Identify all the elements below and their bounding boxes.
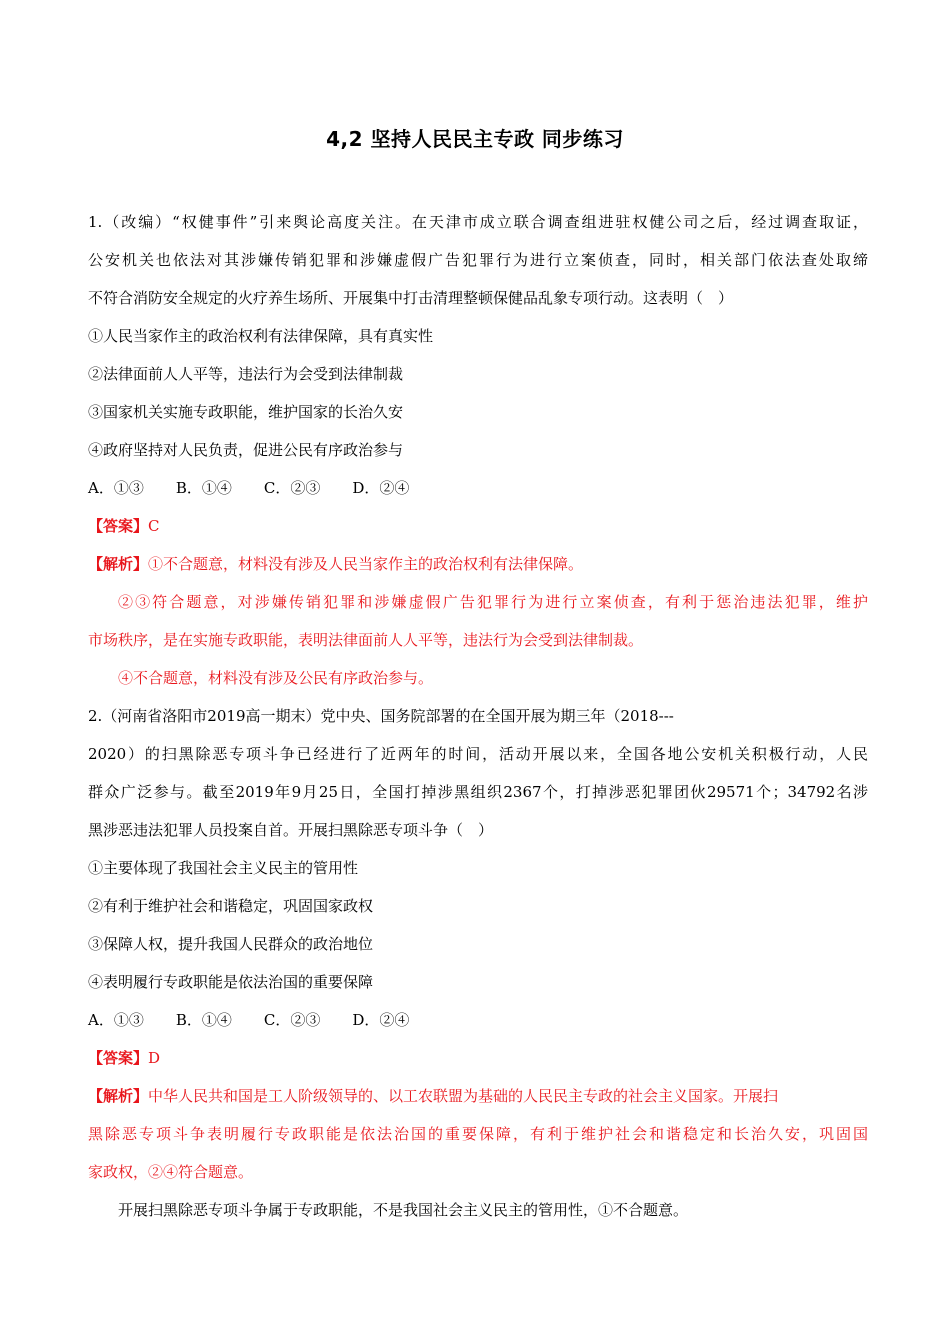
- statement-item: ②法律面前人人平等，违法行为会受到法律制裁: [88, 365, 404, 383]
- option-d: D．②④: [352, 1011, 410, 1029]
- statement-item: ②有利于维护社会和谐稳定，巩固国家政权: [88, 897, 374, 915]
- statement-item: ④表明履行专政职能是依法治国的重要保障: [88, 973, 374, 991]
- answer-line: [88, 1039, 868, 1077]
- analysis-tag: 【解析】: [88, 1087, 149, 1105]
- analysis-note: 开展扫黑除恶专项斗争属于专政职能，不是我国社会主义民主的管用性，①不合题意。: [118, 1201, 689, 1219]
- question-stem-line: 2020）的扫黑除恶专项斗争已经进行了近两年的时间，活动开展以来，全国各地公安机关积极行动，人民: [88, 745, 868, 763]
- analysis-text: ④不合题意，材料没有涉及公民有序政治参与。: [118, 669, 434, 687]
- document-body: [88, 203, 868, 1229]
- question-stem-line: 1.（改编）“权健事件”引来舆论高度关注。在天津市成立联合调查组进驻权健公司之后，经过调查取证，: [88, 213, 868, 231]
- question-2: [88, 697, 868, 1229]
- statement-item: ④政府坚持对人民负责，促进公民有序政治参与: [88, 441, 404, 459]
- statement-item: ③国家机关实施专政职能，维护国家的长治久安: [88, 403, 404, 421]
- statement-item: ①主要体现了我国社会主义民主的管用性: [88, 859, 359, 877]
- question-stem-line: 不符合消防安全规定的火疗养生场所、开展集中打击清理整顿保健品乱象专项行动。这表明（ ）: [88, 289, 734, 307]
- answer-line: [88, 507, 868, 545]
- analysis-text: 中华人民共和国是工人阶级领导的、以工农联盟为基础的人民民主专政的社会主义国家。开展扫: [148, 1087, 779, 1105]
- option-a: A．①③: [88, 1011, 144, 1029]
- analysis-text: 市场秩序，是在实施专政职能，表明法律面前人人平等，违法行为会受到法律制裁。: [88, 631, 644, 649]
- analysis-text: ②③符合题意，对涉嫌传销犯罪和涉嫌虚假广告犯罪行为进行立案侦查，有利于惩治违法犯罪，维护: [118, 593, 868, 611]
- answer-value: C: [148, 517, 160, 535]
- option-c: C．②③: [263, 479, 321, 497]
- option-c: C．②③: [263, 1011, 321, 1029]
- analysis-line: [88, 545, 868, 583]
- analysis-tag: 【解析】: [88, 555, 149, 573]
- question-1: [88, 203, 868, 697]
- option-d: D．②④: [352, 479, 410, 497]
- analysis-text: ①不合题意，材料没有涉及人民当家作主的政治权利有法律保障。: [148, 555, 584, 573]
- option-b: B．①④: [175, 1011, 232, 1029]
- analysis-text: 黑除恶专项斗争表明履行专政职能是依法治国的重要保障，有利于维护社会和谐稳定和长治久安，巩固国: [88, 1125, 868, 1143]
- question-stem-line: 2.（河南省洛阳市2019高一期末）党中央、国务院部署的在全国开展为期三年（2018---: [88, 707, 674, 725]
- option-a: A．①③: [88, 479, 144, 497]
- analysis-text: 家政权，②④符合题意。: [88, 1163, 254, 1181]
- answer-tag: 【答案】: [88, 1049, 149, 1067]
- option-b: B．①④: [175, 479, 232, 497]
- answer-value: D: [148, 1049, 161, 1067]
- question-stem-line: 黑涉恶违法犯罪人员投案自首。开展扫黑除恶专项斗争（ ）: [88, 821, 494, 839]
- analysis-line: [88, 1077, 868, 1115]
- statement-item: ①人民当家作主的政治权利有法律保障，具有真实性: [88, 327, 434, 345]
- statement-item: ③保障人权，提升我国人民群众的政治地位: [88, 935, 374, 953]
- answer-tag: 【答案】: [88, 517, 149, 535]
- answer-options: [88, 1001, 868, 1039]
- question-stem-line: 公安机关也依法对其涉嫌传销犯罪和涉嫌虚假广告犯罪行为进行立案侦查，同时，相关部门依法查处取缔: [88, 251, 868, 269]
- question-stem-line: 群众广泛参与。截至2019年9月25日，全国打掉涉黑组织2367个，打掉涉恶犯罪团伙29571个；34792名涉: [88, 783, 868, 801]
- page-title: 4,2 坚持人民民主专政 同步练习: [326, 127, 624, 151]
- answer-options: [88, 469, 868, 507]
